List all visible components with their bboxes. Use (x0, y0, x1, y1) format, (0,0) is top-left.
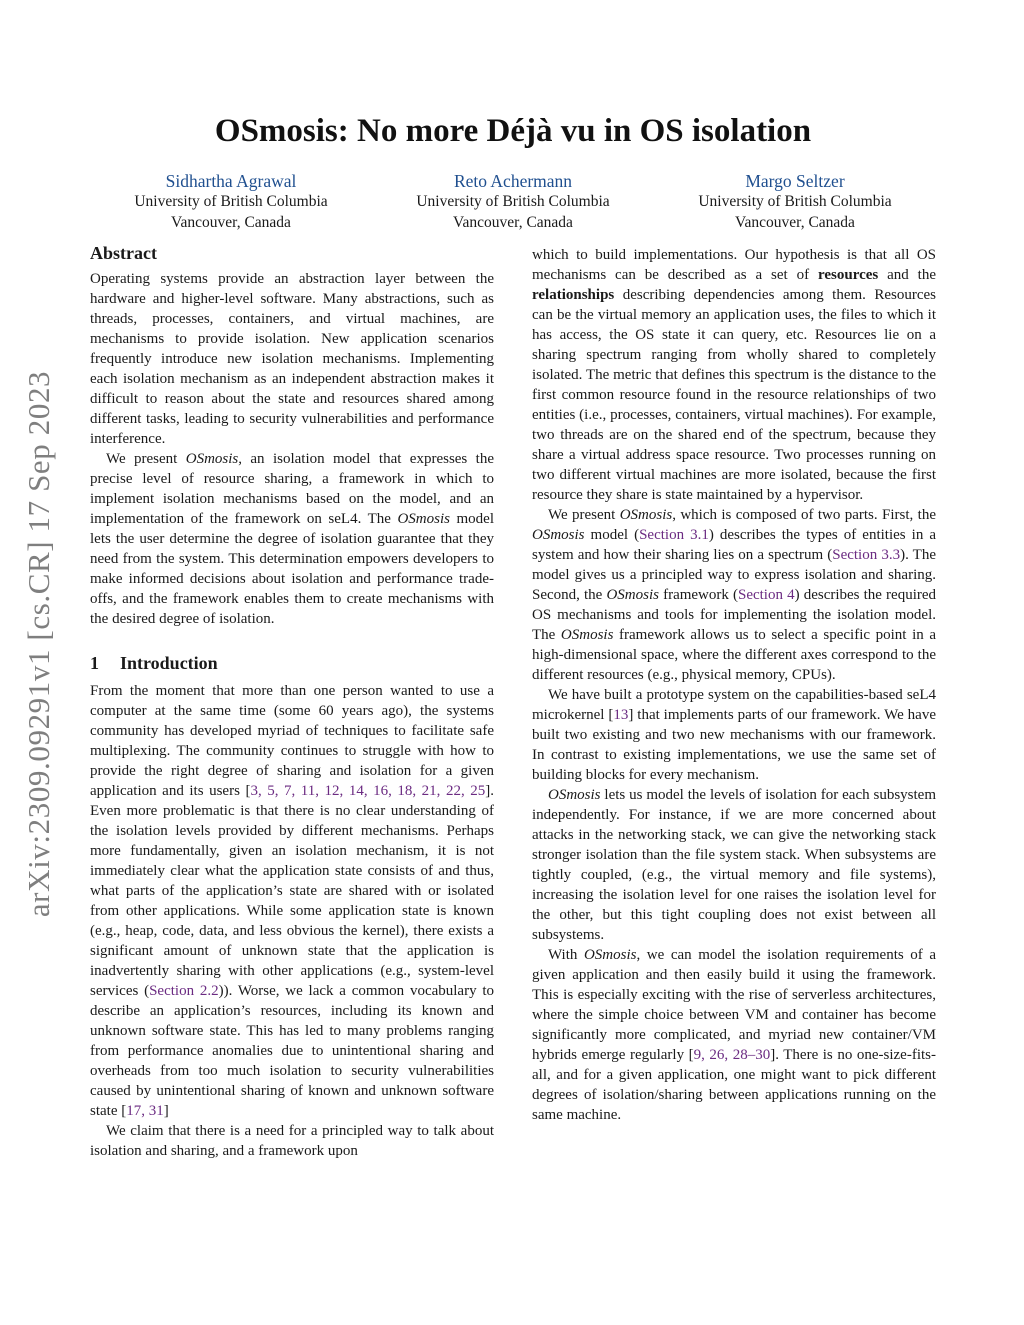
author-location: Vancouver, Canada (735, 213, 855, 231)
citation-link[interactable]: 13 (613, 707, 629, 723)
section-link[interactable]: Section 3.1 (639, 527, 709, 543)
abstract-heading: Abstract (90, 243, 157, 263)
intro-paragraph-6: With OSmosis, we can model the isolation requirements of a given application and then easily build it using the framework. This is especially exciting with the rise of serverless architectures, where the simple choice between VM and container has become significantly more complicated, and myriad new container/VM hybrids emerge regularly [9, 26, 28–30]. There is no one-size-fits-all, and for a given application, one might want to pick different degrees of isolation/sharing between applications running on the same machine. (532, 947, 936, 1123)
author-affiliation: University of British Columbia (416, 193, 610, 210)
arxiv-stamp-text: arXiv:2309.09291v1 [cs.CR] 17 Sep 2023 (21, 370, 56, 918)
author-1 (90, 170, 372, 233)
author-3 (654, 170, 936, 233)
intro-paragraph-3: We present OSmosis, which is composed of two parts. First, the OSmosis model (Section 3.1) describes the types of entities in a system and how their sharing lies on a spectrum (Section 3.3). The model gives us a principled way to express isolation and sharing. Second, the OSmosis framework (Section 4) describes the required OS mechanisms and tools for implementing the isolation model. The OSmosis framework allows us to select a specific point in a high-dimensional space, where the different axes correspond to the different resources (e.g., physical memory, CPUs). (532, 507, 937, 683)
section-link[interactable]: Section 4 (737, 587, 795, 603)
intro-paragraph-5: OSmosis lets us model the levels of isolation for each subsystem independently. For instance, if we are more concerned about attacks in the networking stack, we can give the networking stack stronger isolation than the file system stack. When subsystems are tightly coupled, (e.g., the virtual memory and file systems), increasing the isolation level for one raises the isolation level for the other, but this tight coupling does not exist between all subsystems. (532, 787, 936, 943)
intro-paragraph-2-continued: which to build implementations. Our hypothesis is that all OS mechanisms can be described as a set of resources and the relationships describing dependencies among them. Resources can be the virtual memory an application uses, the files to which it has access, the OS state it can query, etc. Resources lie on a sharing spectrum ranging from wholly shared to completely isolated. The metric that defines this spectrum is the distance to the first common resource found in the resource relationships of two entities (i.e., processes, containers, virtual machines). For example, two threads are on the shared end of the spectrum, because they share a virtual address space resource. Two processes running on two different virtual machines are more isolated, because the first resource they share is state maintained by a hypervisor. (532, 247, 936, 503)
author-2 (372, 170, 654, 233)
author-location: Vancouver, Canada (453, 213, 573, 231)
author-affiliation: University of British Columbia (698, 193, 892, 210)
author-affiliation: University of British Columbia (134, 193, 328, 210)
citation-link[interactable]: 9, 26, 28–30 (693, 1047, 771, 1063)
section-link[interactable]: Section 3.3 (832, 547, 901, 563)
author-location: Vancouver, Canada (171, 213, 291, 231)
author-name[interactable]: Sidhartha Agrawal (165, 171, 297, 191)
citation-link[interactable]: 17, 31 (126, 1103, 164, 1119)
citation-link[interactable]: 3, 5, 7, 11, 12, 14, 16, 18, 21, 22, 25 (250, 783, 486, 799)
abstract-paragraph-1: Operating systems provide an abstraction layer between the hardware and higher-level software. Many abstractions, such as threads, processes, containers, and virtual machines, are mechanisms to provide isolation. New application scenarios frequently introduce new isolation mechanisms. Implementing each isolation mechanism as an independent abstraction makes it difficult to reason about the state and resources shared among different tasks, leading to security vulnerabilities and performance interference. (90, 271, 494, 447)
author-name[interactable]: Reto Achermann (453, 171, 573, 191)
paper-title: OSmosis: No more Déjà vu in OS isolation (214, 113, 812, 149)
intro-paragraph-1: From the moment that more than one person wanted to use a computer at the same time (some 60 years ago), the systems community has developed myriad of techniques to facilitate safe multiplexing. The community continues to struggle with how to provide the right degree of sharing and isolation for a given application and its users [3, 5, 7, 11, 12, 14, 16, 18, 21, 22, 25]. Even more problematic is that there is no clear understanding of the isolation levels provided by different mechanisms. Perhaps more fundamentally, given an isolation mechanism, it is not immediately clear what the application state consists of and thus, what parts of the application’s state are shared with or isolated from other applications. While some application state is known (e.g., heap, code, data, and less obvious the kernel), there exists a significant amount of unknown state that the application is inadvertently sharing with other applications (e.g., system-level services (Section 2.2)). Worse, we lack a common vocabulary to describe an application’s resources, including its known and unknown software state. This has led to many problems ranging from performance anomalies due to unintentional sharing and overheads from too much isolation to security vulnerabilities caused by unintentional sharing of known and unknown software state [17, 31] (90, 683, 495, 1119)
author-block (90, 170, 936, 233)
intro-paragraph-2: We claim that there is a need for a principled way to talk about isolation and sharing, and a framework upon (90, 1123, 494, 1159)
intro-paragraph-4: We have built a prototype system on the capabilities-based seL4 microkernel [13] that implements parts of our framework. We have built two existing and two new mechanisms with our framework. In contrast to existing implementations, we use the same set of building blocks for every mechanism. (532, 687, 936, 783)
intro-heading: 1 Introduction (90, 653, 218, 673)
section-link[interactable]: Section 2.2 (149, 983, 219, 999)
arxiv-stamp (14, 348, 64, 940)
left-column (90, 241, 494, 1161)
right-column (532, 245, 936, 1125)
section-number: 1 (90, 653, 99, 673)
abstract-paragraph-2: We present OSmosis, an isolation model that expresses the precise level of resource sharing, a framework in which to implement isolation mechanisms based on the model, and an implementation of the framework on seL4. The OSmosis model lets the user determine the degree of isolation guarantee that they need from the system. This determination empowers developers to make informed decisions about isolation and performance trade-offs, and the framework enables them to create mechanisms with the desired degree of isolation. (90, 451, 494, 627)
author-name[interactable]: Margo Seltzer (745, 171, 845, 191)
